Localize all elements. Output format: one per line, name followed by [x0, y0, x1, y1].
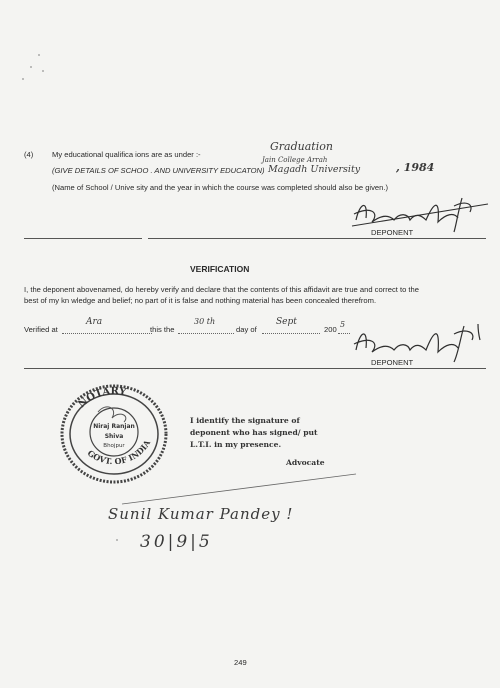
year-prefix: 200	[324, 325, 337, 334]
day-of-label: day of	[236, 325, 257, 334]
handwritten-place: Ara	[86, 317, 103, 327]
handwritten-university: Magadh University	[268, 164, 361, 175]
stamp-place: Bhojpur	[103, 443, 125, 449]
handwritten-day: 30 th	[194, 317, 216, 326]
verification-body: I, the deponent abovenamed, do hereby verify and declare that the contents of this affidavit are true and correct to the best of my kn wledge and belief; no part of it is false and nothing material has been concealed therefrom.	[24, 285, 419, 305]
day-dots	[178, 333, 234, 334]
verified-at-label: Verified at	[24, 325, 58, 334]
section-number: (4)	[24, 150, 34, 159]
handwritten-month: Sept	[276, 317, 297, 327]
handwritten-college: Jain College Arrah	[262, 156, 328, 164]
stamp-top-text: NOTARY	[76, 385, 128, 411]
section-rule	[148, 238, 486, 239]
qualification-line: My educational qualifica ions are as under :-	[52, 150, 201, 159]
scan-speck	[42, 70, 44, 72]
page-number: 249	[234, 658, 247, 667]
section-rule	[24, 368, 486, 369]
witness-strokes	[120, 468, 360, 508]
witness-date: 30|9|5	[140, 532, 213, 552]
place-dots	[62, 333, 152, 334]
stamp-seal-word: Shiva	[104, 433, 124, 440]
advocate-label: Advocate	[286, 458, 325, 467]
month-dots	[262, 333, 320, 334]
scan-speck	[22, 78, 24, 80]
handwritten-year: , 1984	[396, 161, 435, 174]
notary-identification: I identify the signature of deponent who has signed/ put L.T.I. in my presence.	[190, 416, 318, 449]
school-note: (Name of School / Unive sity and the year in which the course was completed should also be given.)	[52, 183, 388, 192]
section-rule	[24, 238, 142, 239]
verification-heading: VERIFICATION	[190, 264, 250, 274]
handwritten-degree: Graduation	[270, 140, 333, 153]
stamp-bottom-text: GOVT. OF INDIA	[85, 438, 153, 467]
scan-speck	[38, 54, 40, 56]
this-the-label: this the	[150, 325, 175, 334]
deponent-signature	[348, 318, 492, 364]
qualification-instruction: (GIVE DETAILS OF SCHOO . AND UNIVERSITY EDUCATON)	[52, 166, 265, 175]
scan-speck	[30, 66, 32, 68]
witness-name: Sunil Kumar Pandey !	[108, 505, 294, 523]
scan-speck	[116, 539, 118, 541]
stamp-notary-name: Niraj Ranjan	[93, 423, 135, 430]
deponent-label: DEPONENT	[371, 358, 414, 367]
handwritten-year-digit: 5	[340, 320, 346, 329]
deponent-label: DEPONENT	[371, 228, 414, 237]
